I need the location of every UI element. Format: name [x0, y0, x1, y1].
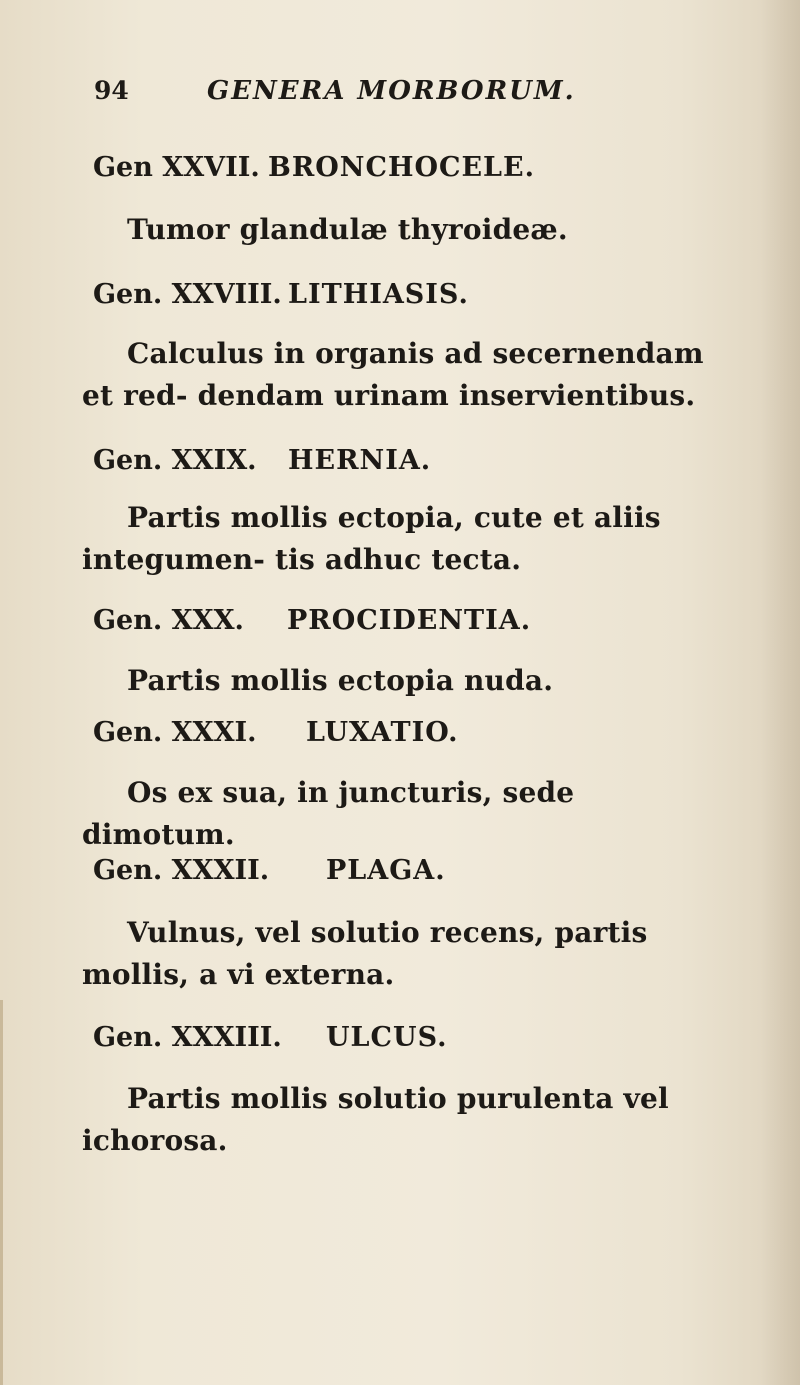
- genus-heading: [93, 279, 469, 310]
- genus-description: Vulnus, vel solutio recens, partis mollis, a vi externa.: [82, 916, 648, 991]
- genus-description: Os ex sua, in juncturis, sede dimotum.: [82, 776, 575, 851]
- page-edge-shadow: [760, 0, 800, 1385]
- genus-description: Partis mollis ectopia nuda.: [127, 664, 554, 697]
- genus-number: Gen. XXX.: [93, 605, 244, 636]
- page-header: [94, 76, 714, 116]
- genus-name: PLAGA.: [326, 855, 446, 886]
- genus-name: LITHIASIS.: [288, 279, 469, 310]
- running-title: GENERA MORBORUM.: [207, 76, 576, 106]
- genus-heading: [93, 152, 536, 183]
- genus-number: Gen. XXIX.: [93, 445, 257, 476]
- genus-name: LUXATIO.: [306, 717, 459, 748]
- page-left-edge: [0, 1000, 3, 1385]
- genus-description: Tumor glandulæ thyroideæ.: [127, 213, 568, 246]
- genus-number: Gen. XXXIII.: [93, 1022, 282, 1053]
- genus-description: Calculus in organis ad secernendam et red- dendam urinam inservientibus.: [82, 337, 704, 412]
- genus-heading: [93, 605, 532, 636]
- genus-number: Gen XXVII.: [93, 152, 260, 183]
- genus-heading: [93, 445, 432, 476]
- genus-name: PROCIDENTIA.: [287, 605, 532, 636]
- genus-name: ULCUS.: [326, 1022, 448, 1053]
- genus-heading: [93, 717, 459, 748]
- genus-description: Partis mollis ectopia, cute et aliis integumen- tis adhuc tecta.: [82, 501, 661, 576]
- genus-number: Gen. XXXI.: [93, 717, 257, 748]
- genus-number: Gen. XXVIII.: [93, 279, 282, 310]
- genus-number: Gen. XXXII.: [93, 855, 270, 886]
- genus-name: HERNIA.: [288, 445, 432, 476]
- page-number: 94: [94, 76, 129, 105]
- genus-name: BRONCHOCELE.: [268, 152, 536, 183]
- genus-description: Partis mollis solutio purulenta vel ichorosa.: [82, 1082, 669, 1157]
- genus-heading: [93, 1022, 448, 1053]
- genus-heading: [93, 855, 446, 886]
